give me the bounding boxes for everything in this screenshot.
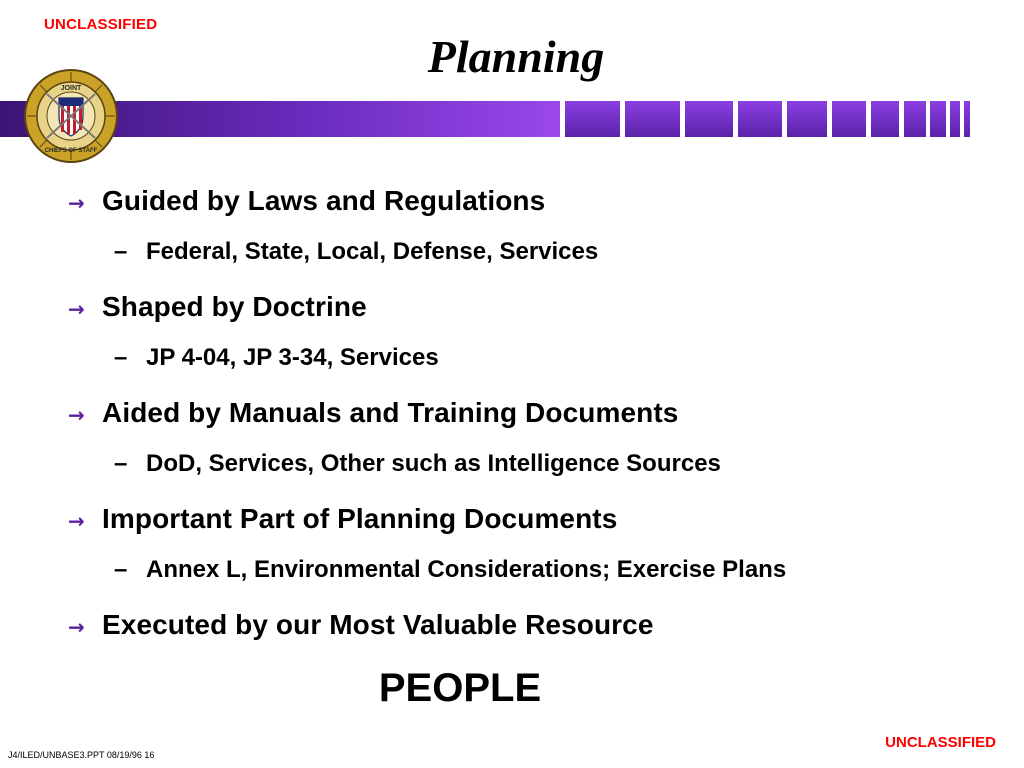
dash-bullet-icon: – [114,344,128,371]
arrow-bullet-icon: → [68,297,85,321]
sub-bullet [68,234,968,287]
banner-blocks [565,101,970,137]
title-banner [0,101,1024,137]
arrow-bullet-icon: → [68,615,85,639]
bullet-text: Guided by Laws and Regulations [102,185,546,216]
classification-marking-bottom: UNCLASSIFIED [885,734,996,751]
arrow-bullet-icon: → [68,509,85,533]
sub-bullet [68,340,968,393]
sub-bullet-text: Annex L, Environmental Considerations; Exercise Plans [146,556,787,583]
bullet-item [68,287,968,393]
bullet-item [68,181,968,287]
slide-title: Planning [427,31,605,82]
bullet-item [68,605,968,658]
arrow-bullet-icon: → [68,191,85,215]
seal-top-text: JOINT [60,85,82,92]
sub-bullet [68,552,968,605]
arrow-bullet-icon: → [68,403,85,427]
dash-bullet-icon: – [114,238,128,265]
sub-bullet-text: Federal, State, Local, Defense, Services [146,238,599,265]
footer-file-id: J4/ILED/UNBASE3.PPT 08/19/96 16 [8,750,155,760]
sub-bullet-text: DoD, Services, Other such as Intelligence Sources [146,450,721,477]
classification-marking-top: UNCLASSIFIED [44,16,158,33]
bullet-text: Important Part of Planning Documents [102,503,618,534]
bullet-text: Executed by our Most Valuable Resource [102,609,654,640]
seal-bottom-text: CHIEFS OF STAFF [44,148,98,154]
bullet-list [68,181,968,658]
bullet-text: Shaped by Doctrine [102,291,367,322]
dash-bullet-icon: – [114,556,128,583]
bullet-text: Aided by Manuals and Training Documents [102,397,679,428]
dash-bullet-icon: – [114,450,128,477]
sub-bullet-text: JP 4-04, JP 3-34, Services [146,344,439,371]
bullet-item [68,393,968,499]
joint-chiefs-of-staff-seal-icon [23,68,119,164]
bullet-item [68,499,968,605]
sub-bullet [68,446,968,499]
emphasis-text: PEOPLE [378,666,542,710]
